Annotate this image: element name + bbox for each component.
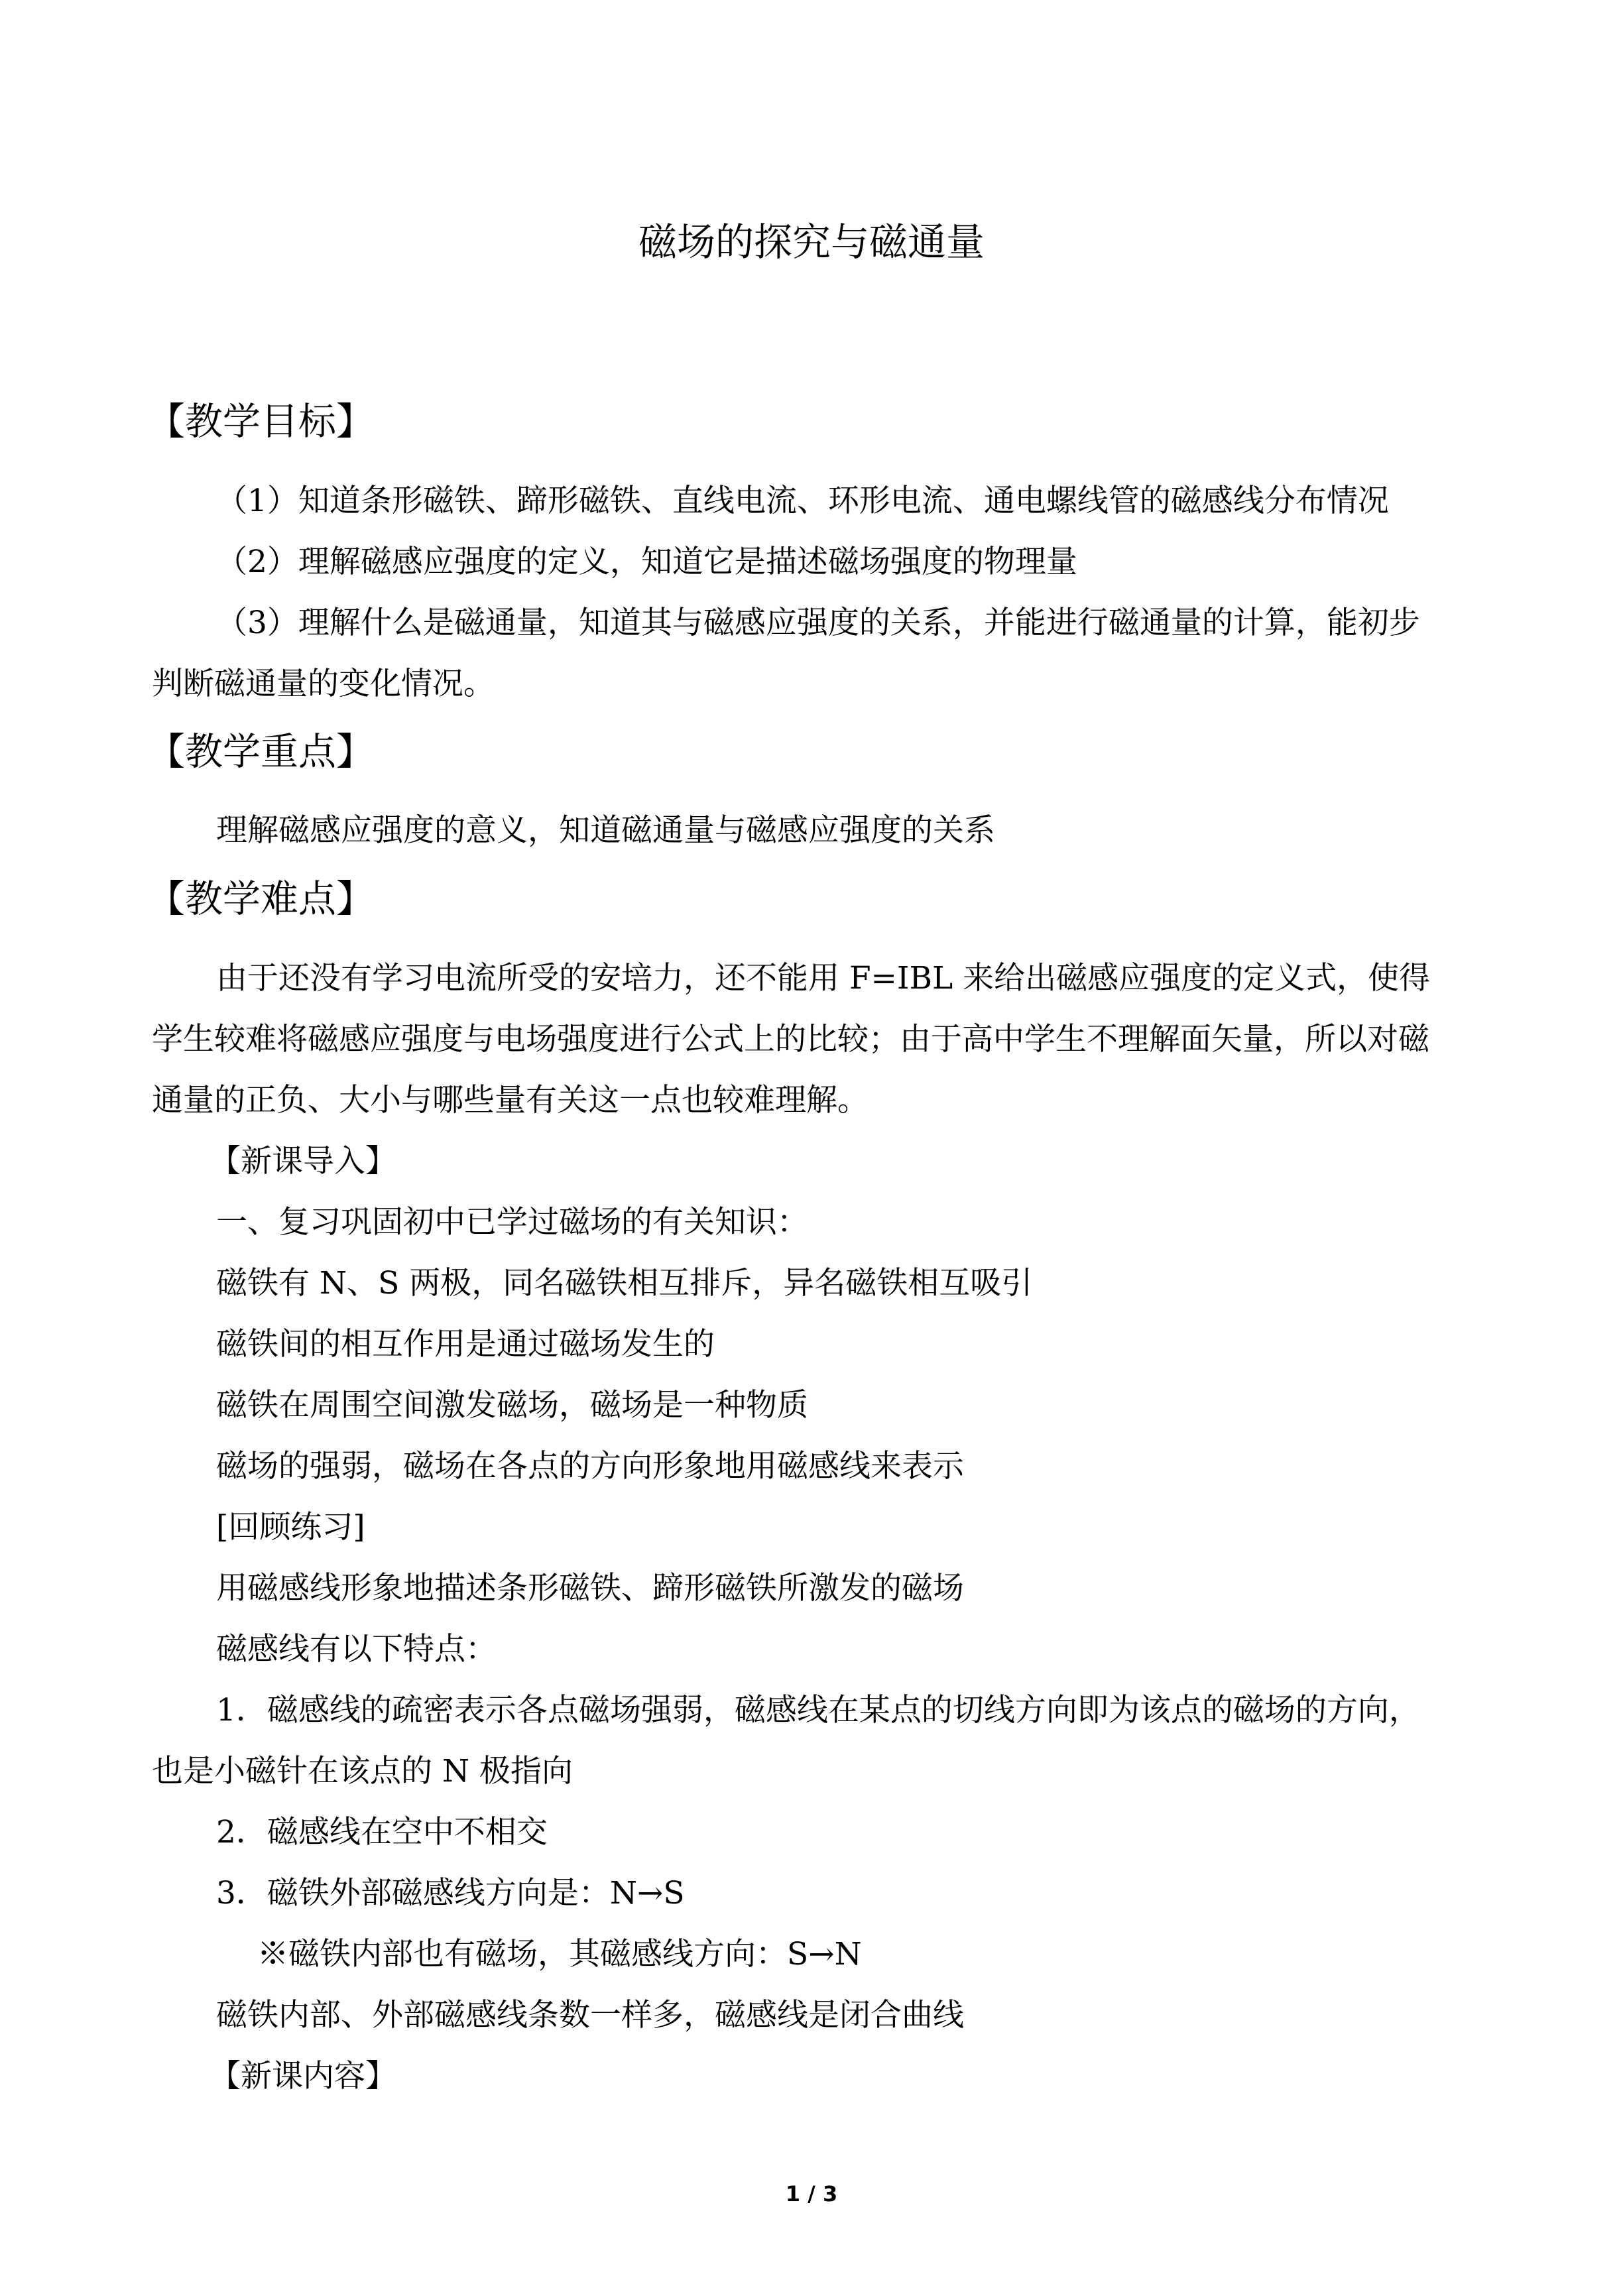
difficulties-line-3: 通量的正负、大小与哪些量有关这一点也较难理解。 [152, 1082, 869, 1118]
page-title: 磁场的探究与磁通量 [638, 219, 985, 265]
feature-2: 2．磁感线在空中不相交 [216, 1814, 548, 1850]
heading-difficulties: 【教学难点】 [147, 877, 374, 921]
feature-1-line-2: 也是小磁针在该点的 N 极指向 [152, 1753, 573, 1789]
intro-line-5: 磁场的强弱，磁场在各点的方向形象地用磁感线来表示 [216, 1448, 964, 1484]
note: ※磁铁内部也有磁场，其磁感线方向：S→N [257, 1936, 862, 1972]
intro-line-1: 一、复习巩固初中已学过磁场的有关知识： [216, 1204, 808, 1240]
feature-1-line-1: 1．磁感线的疏密表示各点磁场强弱，磁感线在某点的切线方向即为该点的磁场的方向， [216, 1692, 1420, 1728]
intro-line-3: 磁铁间的相互作用是通过磁场发生的 [216, 1326, 715, 1362]
objective-1: （1）知道条形磁铁、蹄形磁铁、直线电流、环形电流、通电螺线管的磁感线分布情况 [216, 483, 1389, 519]
objective-3: （3）理解什么是磁通量，知道其与磁感应强度的关系，并能进行磁通量的计算，能初步 [216, 605, 1420, 641]
page-number: 1 / 3 [785, 2181, 838, 2206]
feature-3: 3．磁铁外部磁感线方向是：N→S [216, 1875, 685, 1911]
difficulties-line-1: 由于还没有学习电流所受的安培力，还不能用 F=IBL 来给出磁感应强度的定义式，使得 [216, 960, 1431, 997]
heading-key-points: 【教学重点】 [147, 730, 374, 774]
heading-intro: 【新课导入】 [210, 1143, 396, 1179]
objective-2: （2）理解磁感应强度的定义，知道它是描述磁场强度的物理量 [216, 544, 1077, 580]
intro-line-2: 磁铁有 N、S 两极，同名磁铁相互排斥，异名磁铁相互吸引 [216, 1265, 1033, 1301]
key-points-text: 理解磁感应强度的意义，知道磁通量与磁感应强度的关系 [216, 812, 995, 849]
heading-new-content: 【新课内容】 [210, 2058, 396, 2094]
heading-objectives: 【教学目标】 [147, 400, 374, 444]
intro-closing: 磁铁内部、外部磁感线条数一样多，磁感线是闭合曲线 [216, 1997, 964, 2033]
intro-line-4: 磁铁在周围空间激发磁场，磁场是一种物质 [216, 1387, 808, 1423]
objective-3-cont: 判断磁通量的变化情况。 [152, 666, 495, 702]
intro-line-8: 磁感线有以下特点： [216, 1631, 497, 1667]
difficulties-line-2: 学生较难将磁感应强度与电场强度进行公式上的比较；由于高中学生不理解面矢量，所以对磁 [152, 1021, 1429, 1057]
intro-line-7: 用磁感线形象地描述条形磁铁、蹄形磁铁所激发的磁场 [216, 1570, 964, 1606]
review-exercise-label: [回顾练习] [216, 1509, 365, 1545]
